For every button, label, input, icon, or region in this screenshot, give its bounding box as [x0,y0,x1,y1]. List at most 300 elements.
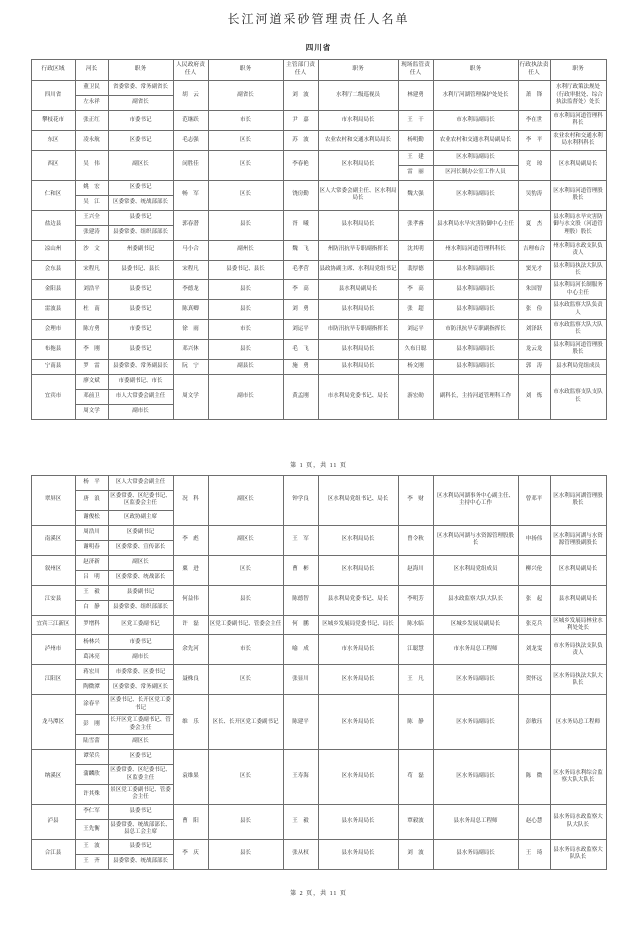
government-responsible-duty-cell: 县委书记、县长 [208,260,283,280]
river-chief-duty-cell: 县委副书记 [108,585,173,600]
column-header: 河长 [75,60,108,81]
department-responsible-name-cell: 王 毅 [283,804,318,839]
enforcement-responsible-name-cell: 郭 涛 [518,359,550,374]
government-responsible-name-cell: 许 磊 [173,615,208,635]
enforcement-responsible-name-cell: 张克兵 [518,615,550,635]
government-responsible-duty-cell: 区党工委副书记、管委会主任 [208,615,283,635]
table-row [31,555,606,570]
department-responsible-duty-cell: 县水利局局长 [318,300,398,320]
department-responsible-name-cell: 施 勇 [283,359,318,374]
table-row [31,260,606,280]
site-supervision-responsible-name-cell: 杨明勤 [398,130,433,150]
river-chief-duty-cell: 区委常委、区纪委书记、区监委会主任 [108,490,173,510]
river-chief-duty-cell: 区委常委、区纪委书记、区监委主任 [108,765,173,785]
region-cell: 雷波县 [31,300,75,320]
region-cell: 江阳区 [31,665,75,695]
site-supervision-responsible-name-cell: 李 财 [398,475,433,525]
table-row [31,665,606,680]
table-row [31,839,606,854]
column-header: 行政执法责任人 [518,60,550,81]
enforcement-responsible-duty-cell: 区水务局执法大队大队长 [550,665,606,695]
site-supervision-responsible-duty-cell: 县水政监察大队大队长 [433,585,518,615]
enforcement-responsible-name-cell: 朱国智 [518,280,550,300]
enforcement-responsible-duty-cell: 县水利局党组成员 [550,359,606,374]
region-cell: 宜宾三江新区 [31,615,75,635]
region-cell: 会理市 [31,320,75,340]
enforcement-responsible-name-cell: 刘泽跃 [518,320,550,340]
government-responsible-duty-cell: 区长 [208,150,283,180]
river-chief-duty-cell: 区党工委副书记 [108,615,173,635]
river-chief-name-cell: 陈方勇 [75,320,108,340]
enforcement-responsible-duty-cell: 区水利局河湖与水资源管理股副股长 [550,525,606,555]
river-chief-duty-cell: 县委书记 [108,300,173,320]
government-responsible-duty-cell: 区长、长开区党工委副书记 [208,695,283,750]
enforcement-responsible-duty-cell: 区水务局总工程师 [550,695,606,750]
column-header: 职务 [208,60,283,81]
enforcement-responsible-duty-cell: 区水务局水利综合监察大队大队长 [550,750,606,805]
river-chief-duty-cell: 长开区党工委副书记、管委会主任 [108,715,173,735]
column-header: 行政区域 [31,60,75,81]
enforcement-responsible-name-cell: 申扬伟 [518,525,550,555]
river-chief-name-cell: 张建涛 [75,225,108,240]
government-responsible-name-cell: 周文学 [173,374,208,419]
river-chief-duty-cell: 区委副书记 [108,525,173,540]
department-responsible-duty-cell: 县水利局党委书记、局长 [318,585,398,615]
government-responsible-duty-cell: 副县长 [208,359,283,374]
responsibility-table-page-2 [31,475,607,870]
enforcement-responsible-duty-cell: 县水利局河长制服务中心主任 [550,280,606,300]
river-chief-duty-cell: 副市长 [108,404,173,419]
government-responsible-name-cell: 徐 雨 [173,320,208,340]
site-supervision-responsible-duty-cell: 县水利局副局长 [433,300,518,320]
table-row [31,525,606,540]
enforcement-responsible-name-cell: 刘龙雯 [518,635,550,665]
enforcement-responsible-duty-cell: 州水利局水政支队负责人 [550,240,606,260]
site-supervision-responsible-duty-cell: 区水利局副局长 [433,180,518,210]
government-responsible-duty-cell: 区长 [208,750,283,805]
department-responsible-duty-cell: 市水利局局长 [318,111,398,131]
government-responsible-name-cell: 陈真卿 [173,300,208,320]
government-responsible-name-cell: 维 乐 [173,695,208,750]
site-supervision-responsible-name-cell: 李 高 [398,280,433,300]
site-supervision-responsible-name-cell: 刘 波 [398,839,433,869]
enforcement-responsible-duty-cell: 农业农村和交通水利局水利科科长 [550,130,606,150]
government-responsible-name-cell: 粟 进 [173,555,208,585]
enforcement-responsible-name-cell: 萧 锋 [518,81,550,111]
enforcement-responsible-duty-cell: 县水利局副局长 [550,585,606,615]
government-responsible-name-cell: 毛志强 [173,130,208,150]
government-responsible-duty-cell: 县长 [208,585,283,615]
department-responsible-duty-cell: 区水务局局长 [318,665,398,695]
department-responsible-name-cell: 张显川 [283,665,318,695]
river-chief-duty-cell: 县委书记 [108,839,173,854]
department-responsible-name-cell: 毛 飞 [283,339,318,359]
table-row [31,750,606,765]
table-row [31,695,606,715]
table-row [31,300,606,320]
river-chief-duty-cell: 景区党工委副书记、管委会主任 [108,784,173,804]
table-row [31,339,606,359]
region-cell: 布拖县 [31,339,75,359]
site-supervision-responsible-name-cell: 陈水临 [398,615,433,635]
enforcement-responsible-duty-cell: 县水利局河道管理股股长 [550,339,606,359]
river-chief-name-cell: 王 齐 [75,854,108,869]
department-responsible-duty-cell: 县水务局局长 [318,804,398,839]
river-chief-duty-cell: 县委常委、组织部部长 [108,225,173,240]
government-responsible-duty-cell: 区长 [208,555,283,585]
site-supervision-responsible-name-cell: 雷 丽 [398,165,433,180]
river-chief-name-cell: 张正红 [75,111,108,131]
enforcement-responsible-duty-cell: 区城乡发展局林业水利处处长 [550,615,606,635]
site-supervision-responsible-duty-cell: 县水利局副局长 [433,359,518,374]
department-responsible-name-cell: 魏 飞 [283,240,318,260]
site-supervision-responsible-name-cell: 久布日聪 [398,339,433,359]
river-chief-name-cell: 彭 刚 [75,715,108,735]
region-cell: 宁南县 [31,359,75,374]
government-responsible-name-cell: 马小合 [173,240,208,260]
enforcement-responsible-duty-cell: 市水利局河道管理科科长 [550,111,606,131]
river-chief-name-cell: 吕 明 [75,570,108,585]
government-responsible-duty-cell: 市长 [208,635,283,665]
site-supervision-responsible-duty-cell: 县水利局副局长 [433,260,518,280]
department-responsible-duty-cell: 市水利局党委书记、局长 [318,374,398,419]
river-chief-duty-cell: 区政协副主席 [108,510,173,525]
site-supervision-responsible-name-cell: 张孝睿 [398,210,433,240]
river-chief-duty-cell: 县委书记 [108,280,173,300]
enforcement-responsible-duty-cell: 县水务局水政监察大队大队长 [550,804,606,839]
department-responsible-name-cell: 陈德智 [283,585,318,615]
department-responsible-duty-cell: 区人大常委会副主任、区水利局局长 [318,180,398,210]
government-responsible-duty-cell: 市长 [208,320,283,340]
enforcement-responsible-name-cell: 吴豹涛 [518,180,550,210]
department-responsible-name-cell: 黄孟刚 [283,374,318,419]
enforcement-responsible-name-cell: 陈 微 [518,750,550,805]
site-supervision-responsible-duty-cell: 市防汛抗旱专职副指挥长 [433,320,518,340]
river-chief-duty-cell: 区委书记 [108,750,173,765]
government-responsible-duty-cell: 副区长 [208,475,283,525]
enforcement-responsible-name-cell: 张 起 [518,585,550,615]
responsibility-table-page-1 [31,59,607,420]
government-responsible-name-cell: 李 庆 [173,839,208,869]
document-page [0,10,637,897]
government-responsible-name-cell: 畅 军 [173,180,208,210]
river-chief-duty-cell: 市委书记 [108,635,173,650]
site-supervision-responsible-duty-cell: 区河长制办公室工作人员 [433,165,518,180]
enforcement-responsible-duty-cell: 区水利局河湖管理股股长 [550,475,606,525]
table-row [31,585,606,600]
site-supervision-responsible-name-cell: 陈 静 [398,695,433,750]
department-responsible-duty-cell: 区水利局党组书记、局长 [318,475,398,525]
site-supervision-responsible-duty-cell: 市水务局总工程师 [433,635,518,665]
site-supervision-responsible-duty-cell: 区水务局副局长 [433,750,518,805]
department-responsible-name-cell: 刘 波 [283,81,318,111]
table-row [31,615,606,635]
government-responsible-name-cell: 况 科 [173,475,208,525]
site-supervision-responsible-duty-cell: 区水务局副局长 [433,695,518,750]
site-supervision-responsible-duty-cell: 区水利局河湖与水资源管理股股长 [433,525,518,555]
river-chief-name-cell: 宋程凡 [75,260,108,280]
river-chief-name-cell: 罗 雷 [75,359,108,374]
river-chief-name-cell: 谭荣兵 [75,750,108,765]
table-row [31,130,606,150]
department-responsible-duty-cell: 县水利局局长 [318,359,398,374]
enforcement-responsible-name-cell: 夏 杰 [518,210,550,240]
site-supervision-responsible-duty-cell: 区水利局河湖事务中心副主任、主持中心工作 [433,475,518,525]
region-cell: 会东县 [31,260,75,280]
river-chief-name-cell: 左永祥 [75,96,108,111]
government-responsible-duty-cell: 县长 [208,804,283,839]
column-header: 职务 [433,60,518,81]
river-chief-name-cell: 蒲麟欣 [75,765,108,785]
river-chief-duty-cell: 副区长 [108,150,173,180]
site-supervision-responsible-name-cell: 苟 磊 [398,750,433,805]
enforcement-responsible-name-cell: 刘 炼 [518,374,550,419]
site-supervision-responsible-duty-cell: 县水利局副局长 [433,339,518,359]
department-responsible-name-cell: 曹 彬 [283,555,318,585]
department-responsible-name-cell: 胥 曦 [283,210,318,240]
enforcement-responsible-duty-cell: 区水利局副局长 [550,150,606,180]
region-cell: 纳溪区 [31,750,75,805]
river-chief-duty-cell: 区委书记 [108,180,173,195]
river-chief-name-cell: 吴 伟 [75,150,108,180]
river-chief-duty-cell: 区委常委、常务副区长 [108,680,173,695]
department-responsible-name-cell: 陈建平 [283,695,318,750]
government-responsible-name-cell: 范继跃 [173,111,208,131]
river-chief-name-cell: 谢俊松 [75,510,108,525]
enforcement-responsible-duty-cell: 市水务局执法支队负责人 [550,635,606,665]
enforcement-responsible-duty-cell: 县水政监察大队负责人 [550,300,606,320]
region-cell: 泸州市 [31,635,75,665]
river-chief-duty-cell: 区委常委、统战部部长 [108,195,173,210]
department-responsible-duty-cell: 县水利局副局长 [318,280,398,300]
department-responsible-duty-cell: 区水利局局长 [318,150,398,180]
river-chief-name-cell: 董卫民 [75,81,108,96]
site-supervision-responsible-name-cell: 游宏勋 [398,374,433,419]
river-chief-name-cell: 葛沐亮 [75,650,108,665]
enforcement-responsible-name-cell: 赵心慧 [518,804,550,839]
table-row [31,81,606,96]
enforcement-responsible-duty-cell: 区水利局副局长 [550,555,606,585]
government-responsible-duty-cell: 副区长 [208,525,283,555]
enforcement-responsible-duty-cell: 市水政监察支队支队长 [550,374,606,419]
column-header: 职务 [550,60,606,81]
page-1-footer: 第 1 页，共 11 页 [290,462,347,469]
river-chief-name-cell: 王先衡 [75,819,108,839]
department-responsible-name-cell: 李春艳 [283,150,318,180]
region-cell: 宜宾市 [31,374,75,419]
enforcement-responsible-name-cell: 彭敏珏 [518,695,550,750]
river-chief-name-cell: 涂春平 [75,695,108,715]
enforcement-responsible-name-cell: 曾邓平 [518,475,550,525]
region-cell: 龙马潭区 [31,695,75,750]
site-supervision-responsible-duty-cell: 水利厅河湖管理保护处处长 [433,81,518,111]
site-supervision-responsible-duty-cell: 区水利局党组成员 [433,555,518,585]
site-supervision-responsible-duty-cell: 县水利局水旱灾害防御中心主任 [433,210,518,240]
column-header: 职务 [108,60,173,81]
table-row [31,374,606,389]
department-responsible-duty-cell: 区水务局局长 [318,750,398,805]
site-supervision-responsible-duty-cell: 区水务局副局长 [433,665,518,695]
river-chief-name-cell: 沙 文 [75,240,108,260]
department-responsible-name-cell: 尹 嘉 [283,111,318,131]
river-chief-duty-cell: 县委常委、常务副县长 [108,359,173,374]
department-responsible-name-cell: 王寿海 [283,750,318,805]
government-responsible-duty-cell: 县长 [208,210,283,240]
region-cell: 攀枝花市 [31,111,75,131]
department-responsible-name-cell: 李 高 [283,280,318,300]
region-cell: 叙州区 [31,555,75,585]
region-cell: 合江县 [31,839,75,869]
enforcement-responsible-name-cell: 柳兴伦 [518,555,550,585]
site-supervision-responsible-duty-cell: 区水利局副局长 [433,150,518,165]
site-supervision-responsible-name-cell: 张 超 [398,300,433,320]
site-supervision-responsible-name-cell: 杨文刚 [398,359,433,374]
government-responsible-name-cell: 何益伟 [173,585,208,615]
site-supervision-responsible-duty-cell: 州水利局河道管理科科长 [433,240,518,260]
river-chief-name-cell: 谢明春 [75,540,108,555]
enforcement-responsible-duty-cell: 县水利局水旱灾害防御与水文股（河道管理股）股长 [550,210,606,240]
department-responsible-name-cell: 钟学良 [283,475,318,525]
government-responsible-name-cell: 曹 阳 [173,804,208,839]
enforcement-responsible-duty-cell: 县水利局执法大队队长 [550,260,606,280]
table-row [31,280,606,300]
department-responsible-duty-cell: 区水务局局长 [318,695,398,750]
river-chief-duty-cell: 市委常委、区委书记 [108,665,173,680]
department-responsible-duty-cell: 市水务局局长 [318,635,398,665]
river-chief-name-cell: 李仁军 [75,804,108,819]
site-supervision-responsible-name-cell: 刘运平 [398,320,433,340]
enforcement-responsible-duty-cell: 区水利局河道管理股股长 [550,180,606,210]
enforcement-responsible-name-cell: 贺怀远 [518,665,550,695]
table-row [31,359,606,374]
government-responsible-duty-cell: 县长 [208,300,283,320]
river-chief-duty-cell: 县委常委、统战部部长 [108,854,173,869]
enforcement-responsible-name-cell: 李在世 [518,111,550,131]
river-chief-name-cell: 凌永航 [75,130,108,150]
site-supervision-responsible-name-cell: 魏大强 [398,180,433,210]
river-chief-name-cell: 蒋宏川 [75,665,108,680]
site-supervision-responsible-name-cell: 王 建 [398,150,433,165]
department-responsible-name-cell: 王 军 [283,525,318,555]
river-chief-duty-cell: 市委副书记、市长 [108,374,173,389]
river-chief-duty-cell: 副区长 [108,555,173,570]
region-cell: 金阳县 [31,280,75,300]
site-supervision-responsible-duty-cell: 区城乡发展局副局长 [433,615,518,635]
government-responsible-name-cell: 阮 宁 [173,359,208,374]
department-responsible-duty-cell: 区水利局局长 [318,555,398,585]
province-subtitle: 四川省 [305,43,332,52]
department-responsible-duty-cell: 县水务局局长 [318,839,398,869]
region-cell: 四川省 [31,81,75,111]
river-chief-name-cell: 许其殊 [75,784,108,804]
site-supervision-responsible-duty-cell: 市水利局副局长 [433,111,518,131]
region-cell: 东区 [31,130,75,150]
river-chief-name-cell: 王兴全 [75,210,108,225]
government-responsible-name-cell: 袁维果 [173,750,208,805]
river-chief-name-cell: 杨林兴 [75,635,108,650]
river-chief-duty-cell: 区委常委、宣传部长 [108,540,173,555]
department-responsible-name-cell: 刘运平 [283,320,318,340]
river-chief-name-cell: 杨 平 [75,475,108,490]
river-chief-name-cell: 唐 浪 [75,490,108,510]
site-supervision-responsible-name-cell: 裴厚德 [398,260,433,280]
government-responsible-duty-cell: 区长 [208,130,283,150]
document-title: 长江河道采砂管理责任人名单 [227,12,410,26]
government-responsible-duty-cell: 副州长 [208,240,283,260]
region-cell: 南溪区 [31,525,75,555]
river-chief-name-cell: 姚 宏 [75,180,108,195]
site-supervision-responsible-name-cell: 王 干 [398,111,433,131]
table-row [31,180,606,195]
region-cell: 仁和区 [31,180,75,210]
enforcement-responsible-duty-cell: 市水政监察大队大队长 [550,320,606,340]
department-responsible-duty-cell: 县水利局局长 [318,210,398,240]
government-responsible-name-cell: 李 彪 [173,525,208,555]
enforcement-responsible-name-cell: 龙云龙 [518,339,550,359]
department-responsible-duty-cell: 州防汛抗旱专职副指挥长 [318,240,398,260]
site-supervision-responsible-name-cell: 覃毅波 [398,804,433,839]
river-chief-name-cell: 杜 南 [75,300,108,320]
table-row [31,111,606,131]
government-responsible-name-cell: 邓兴休 [173,339,208,359]
table-row [31,150,606,165]
department-responsible-duty-cell: 县政协副主席、水利局党组书记 [318,260,398,280]
column-header: 职务 [318,60,398,81]
table-row [31,240,606,260]
region-cell: 西区 [31,150,75,180]
river-chief-name-cell: 邓前卫 [75,389,108,404]
river-chief-name-cell: 陶微潭 [75,680,108,695]
government-responsible-name-cell: 郭春潜 [173,210,208,240]
river-chief-name-cell: 廖文斌 [75,374,108,389]
site-supervision-responsible-duty-cell: 副科长，主持河道管理科工作 [433,374,518,419]
region-cell: 翠屏区 [31,475,75,525]
enforcement-responsible-duty-cell: 县水务局水政监察大队队长 [550,839,606,869]
government-responsible-name-cell: 李德龙 [173,280,208,300]
site-supervision-responsible-duty-cell: 县水务局总工程师 [433,804,518,839]
river-chief-name-cell: 白 静 [75,600,108,615]
site-supervision-responsible-duty-cell: 农业农村和交通水利局副局长 [433,130,518,150]
enforcement-responsible-duty-cell: 水利厅政策法规处（行政审批处、综合执法监督处）处长 [550,81,606,111]
site-supervision-responsible-name-cell: 江聪慧 [398,635,433,665]
government-responsible-duty-cell: 副市长 [208,374,283,419]
river-chief-name-cell: 陆雪蕾 [75,735,108,750]
department-responsible-name-cell: 刘 勇 [283,300,318,320]
site-supervision-responsible-name-cell: 沈其明 [398,240,433,260]
enforcement-responsible-name-cell: 李 平 [518,130,550,150]
department-responsible-name-cell: 喻 成 [283,635,318,665]
river-chief-duty-cell: 区委常委、统战部长 [108,570,173,585]
river-chief-duty-cell: 区人大常委会副主任 [108,475,173,490]
river-chief-duty-cell: 县委书记 [108,339,173,359]
site-supervision-responsible-duty-cell: 县水利局副局长 [433,280,518,300]
river-chief-duty-cell: 区委书记、长开区党工委书记 [108,695,173,715]
department-responsible-duty-cell: 县水利局局长 [318,339,398,359]
enforcement-responsible-name-cell: 张 俭 [518,300,550,320]
header-row [31,60,606,81]
river-chief-name-cell: 李 刚 [75,339,108,359]
river-chief-name-cell: 赵济新 [75,555,108,570]
river-chief-name-cell: 王 毅 [75,585,108,600]
region-cell: 凉山州 [31,240,75,260]
column-header: 现场监管责任人 [398,60,433,81]
region-cell: 江安县 [31,585,75,615]
government-responsible-duty-cell: 区长 [208,665,283,695]
river-chief-duty-cell: 副省长 [108,96,173,111]
government-responsible-duty-cell: 区长 [208,180,283,210]
river-chief-duty-cell: 县委书记 [108,804,173,819]
column-header: 人民政府责任人 [173,60,208,81]
